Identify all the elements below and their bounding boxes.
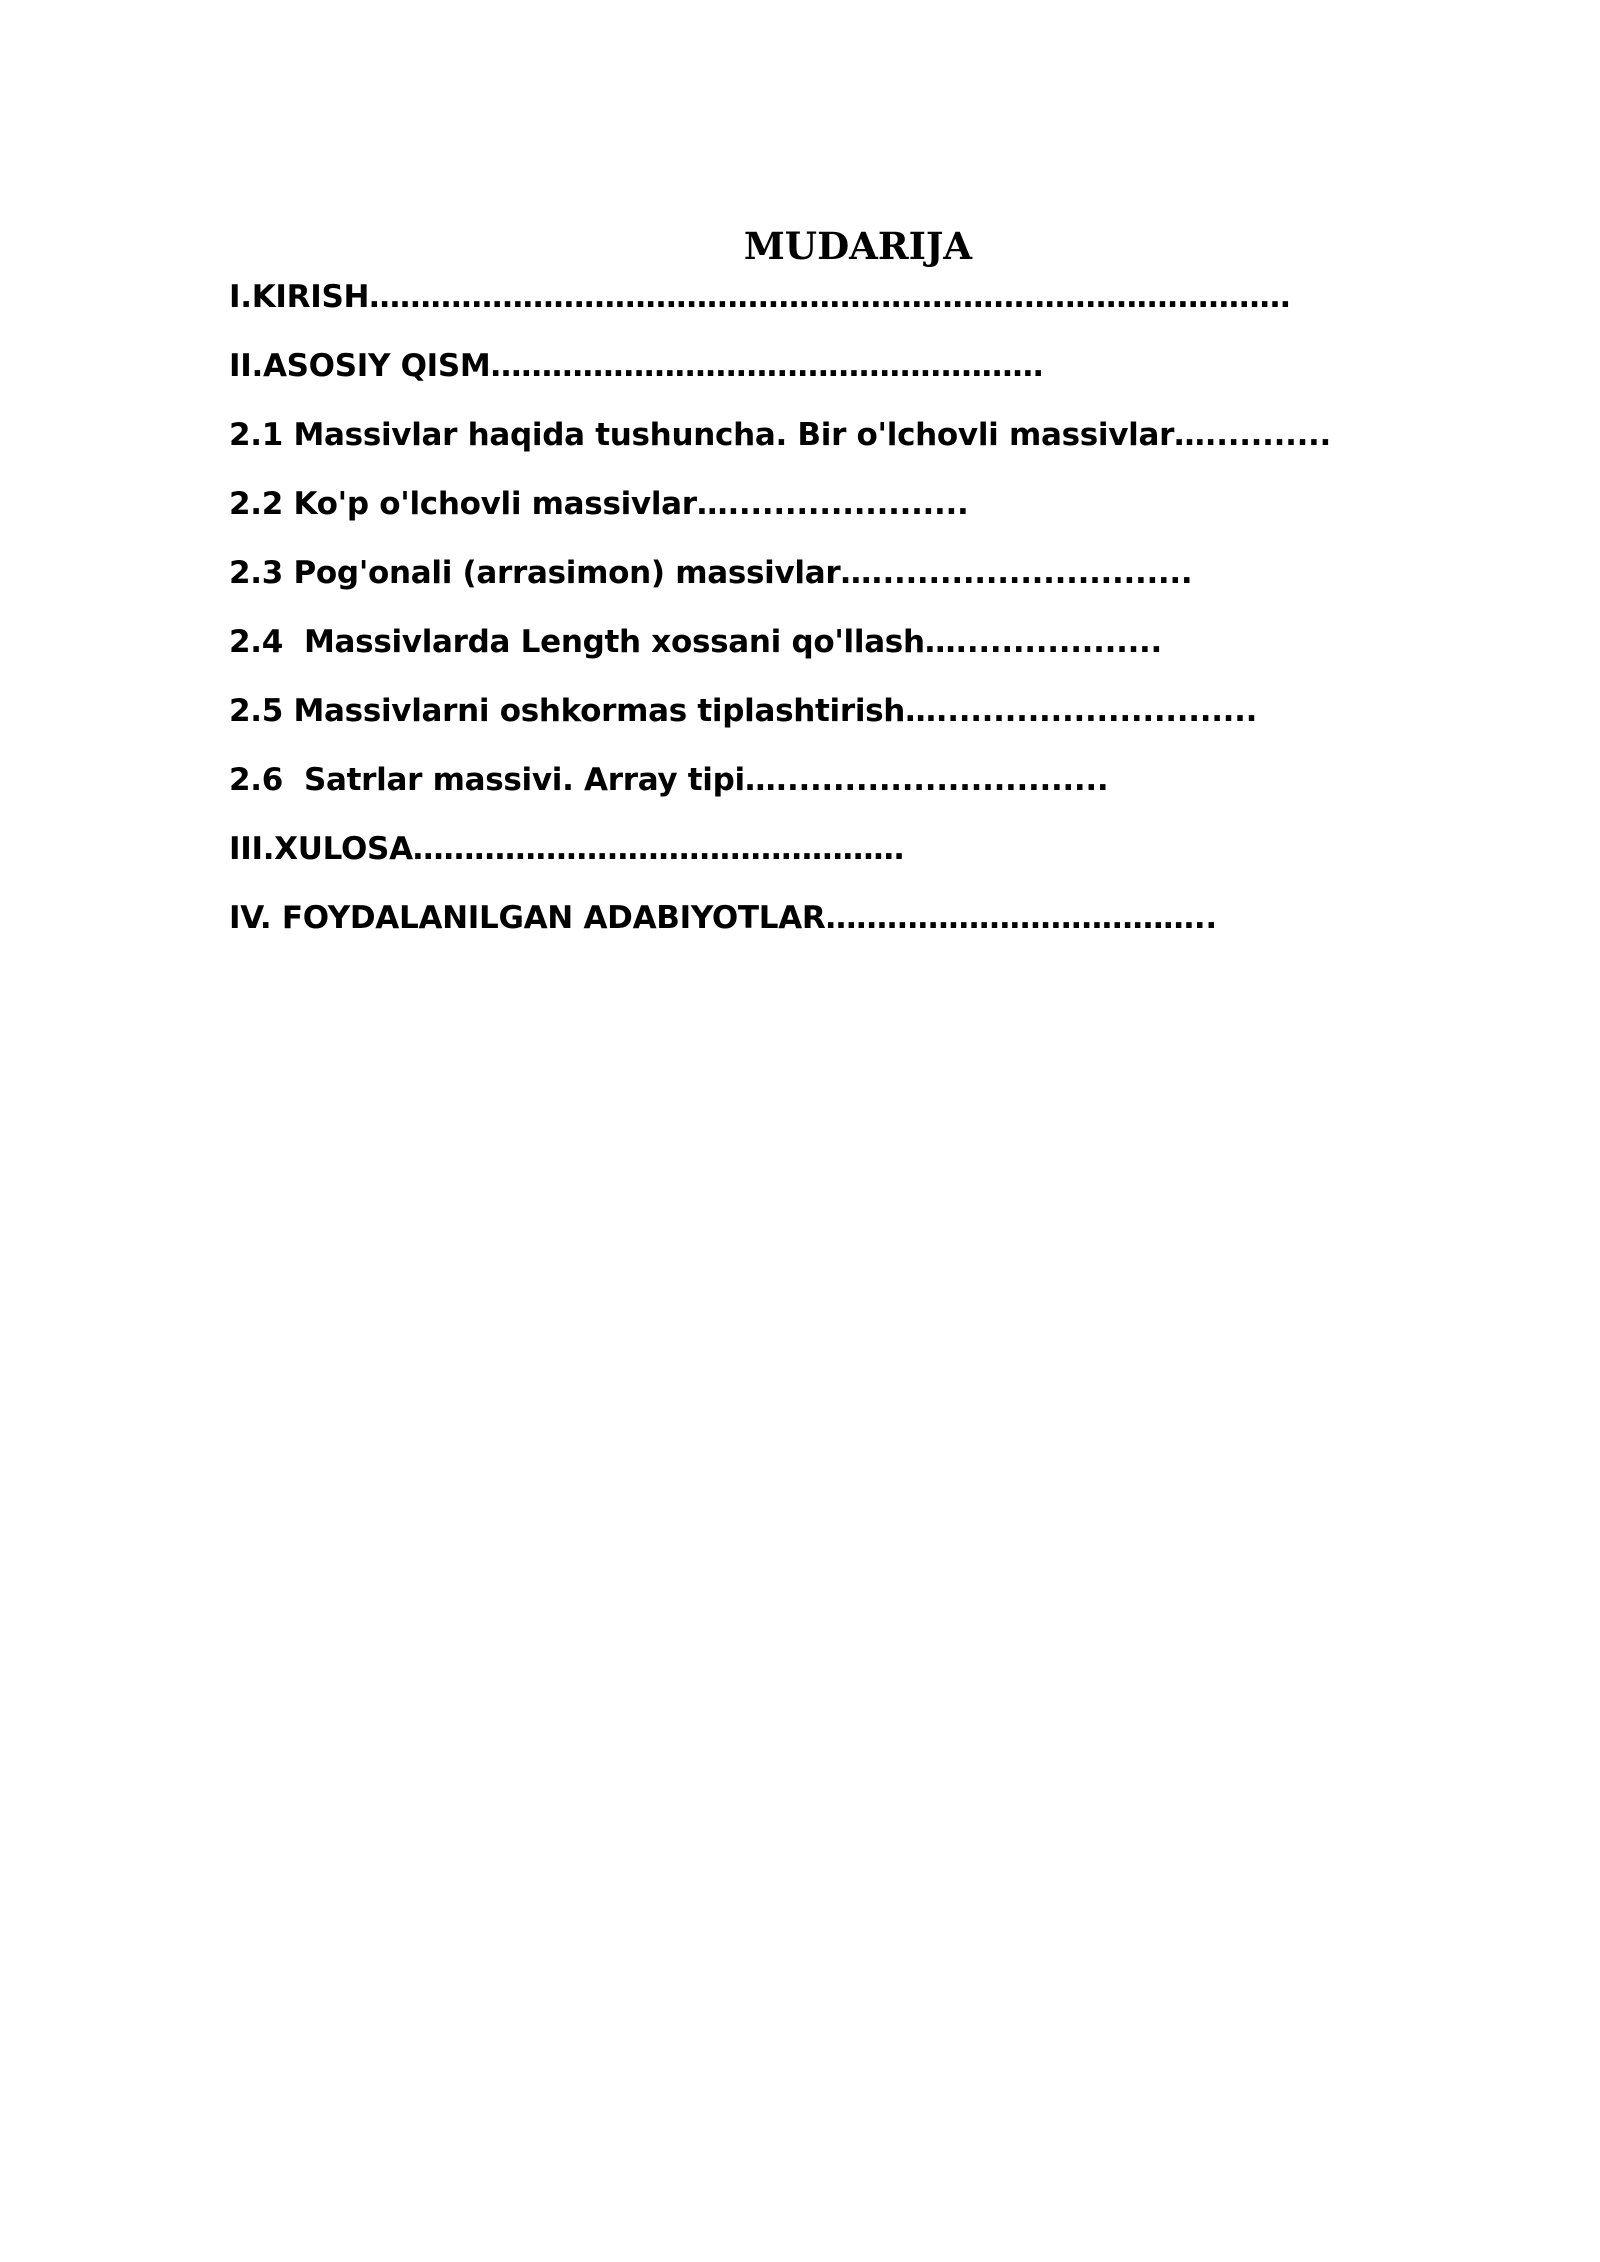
table-of-contents [229,270,1529,960]
toc-item-adabiyotlar: IV. FOYDALANILGAN ADABIYOTLAR……………………………….. [229,900,1217,936]
toc-item-2-3: 2.3 Pog'onali (arrasimon) massivlar…............................ [229,555,1193,591]
toc-item-kirish: I.KIRISH……………………………………………………………………………… [229,279,1291,315]
toc-item-2-2: 2.2 Ko'p o'lchovli massivlar…..................... [229,486,969,522]
toc-item-xulosa: III.XULOSA………………………………………… [229,831,904,867]
toc-item-asosiy-qism: II.ASOSIY QISM……………………………………………… [229,348,1044,384]
toc-item-2-5: 2.5 Massivlarni oshkormas tiplashtirish…............................ [229,693,1258,729]
page-title: MUDARIJA [743,224,973,268]
toc-item-2-6: 2.6 Satrlar massivi. Array tipi…............................. [229,762,1109,798]
toc-item-2-4: 2.4 Massivlarda Length xossani qo'llash….................. [229,624,1163,660]
toc-item-2-1: 2.1 Massivlar haqida tushuncha. Bir o'lchovli massivlar…........... [229,417,1332,453]
